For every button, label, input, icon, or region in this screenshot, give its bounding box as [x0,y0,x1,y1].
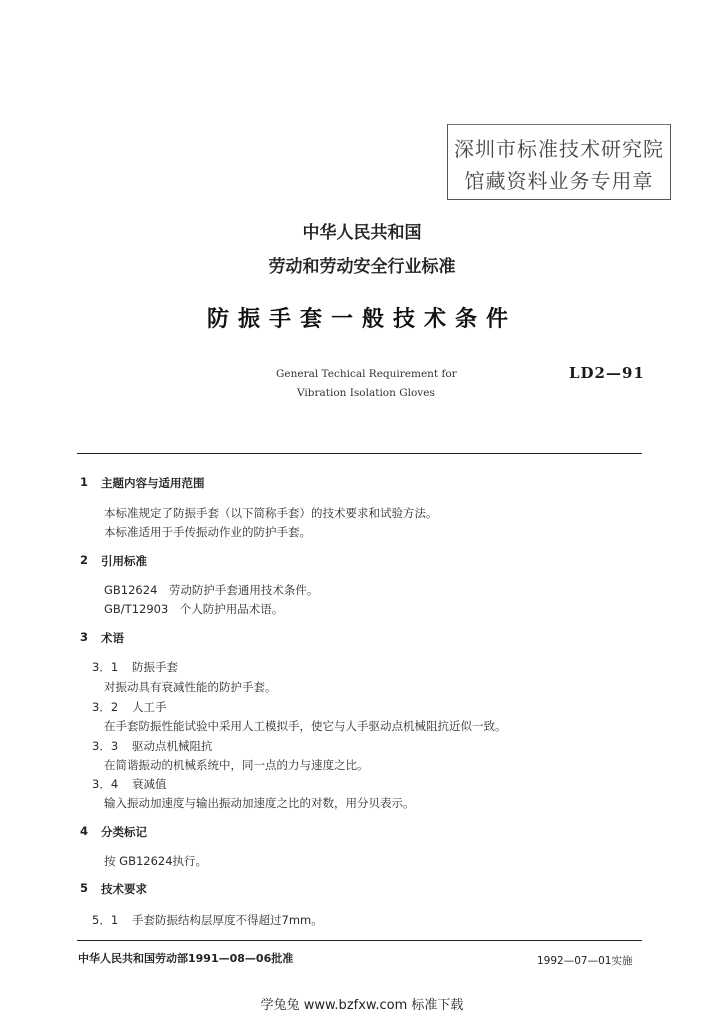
term-2-name: 人工手 [132,700,167,714]
term-3-definition: 在简谐振动的机械系统中，同一点的力与速度之比。 [104,758,369,772]
standard-code: LD2—91 [569,364,645,382]
section-4-para-1: 按 GB12624执行。 [104,854,208,868]
term-2-definition: 在手套防振性能试验中采用人工模拟手，使它与人手驱动点机械阻抗近似一致。 [104,719,507,733]
section-3-number: 3 [80,630,89,644]
reference-1: GB12624 劳动防护手套通用技术条件。 [104,583,319,597]
reference-2: GB/T12903 个人防护用品术语。 [104,602,284,616]
stamp-line-2: 馆藏资料业务专用章 [464,169,654,193]
section-1-title: 主题内容与适用范围 [101,476,205,490]
document-title: 防振手套一般技术条件 [206,307,517,332]
item-5-1-number: 5．1 [92,913,119,927]
effective-date: 1992—07—01实施 [537,955,633,967]
section-4-number: 4 [80,824,89,838]
section-3-title: 术语 [101,631,124,645]
approval-note: 中华人民共和国劳动部1991—08—06批准 [78,952,294,965]
term-1-definition: 对振动具有衰减性能的防护手套。 [104,680,277,694]
footer-rule [77,940,642,941]
section-2-title: 引用标准 [101,554,147,568]
section-1-para-2: 本标准适用于手传振动作业的防护手套。 [104,525,311,539]
library-stamp [447,124,671,200]
term-4-name: 衰减值 [132,777,167,791]
term-3-number: 3．3 [92,739,119,753]
section-2-number: 2 [80,553,89,567]
section-5-number: 5 [80,881,89,895]
download-watermark: 学兔兔 www.bzfxw.com 标准下载 [260,998,464,1013]
header-rule [77,453,642,454]
term-3-name: 驱动点机械阻抗 [132,739,213,753]
org-line-1: 中华人民共和国 [302,223,422,243]
english-title-line-1: General Techical Requirement for [276,368,457,380]
stamp-line-1: 深圳市标准技术研究院 [454,137,664,161]
term-1-name: 防振手套 [132,660,178,674]
term-1-number: 3．1 [92,660,119,674]
item-5-1-text: 手套防振结构层厚度不得超过7mm。 [132,913,323,927]
section-1-number: 1 [80,475,89,489]
section-4-title: 分类标记 [101,825,147,839]
org-line-2: 劳动和劳动安全行业标准 [268,257,456,277]
term-2-number: 3．2 [92,700,119,714]
term-4-definition: 输入振动加速度与输出振动加速度之比的对数，用分贝表示。 [104,796,415,810]
english-title-line-2: Vibration Isolation Gloves [297,387,435,399]
section-5-title: 技术要求 [101,882,147,896]
term-4-number: 3．4 [92,777,119,791]
section-1-para-1: 本标准规定了防振手套（以下简称手套）的技术要求和试验方法。 [104,506,438,520]
